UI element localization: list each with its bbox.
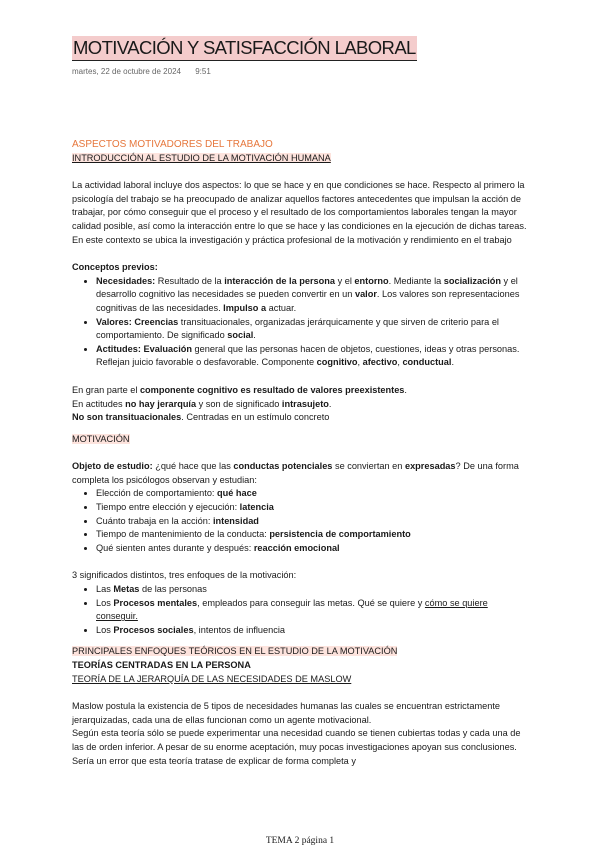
section-title: ASPECTOS MOTIVADORES DEL TRABAJO <box>72 139 273 150</box>
intro-paragraph: La actividad laboral incluye dos aspectos: lo que se hace y en que condiciones se hace. Respecto al primero la psicología del trabajo se ha preocupado de analizar aquellos factores antecedentes que impulsan la acción de trabajar, por cómo conseguir que el proceso y el resultado de los comportamientos laborales tengan la mayor calidad posible, así como la interacción entre lo que se hace y las condiciones en la ejecución de dichas tareas. En este contexto se ubica la investigación y práctica profesional de la motivación y rendimiento en el trabajo <box>72 180 527 245</box>
list-item: • Valores: Creencias transituacionales, organizadas jerárquicamente y que sirven de criterio para el comportamiento. De significado social. <box>96 316 532 343</box>
page-time: 9:51 <box>195 67 211 76</box>
concepts-heading: Conceptos previos: <box>72 262 158 273</box>
meanings-intro: 3 significados distintos, tres enfoques de la motivación: <box>72 570 297 581</box>
maslow-paragraph-2: Según esta teoría sólo se puede experimentar una necesidad cuando se tienen cubiertas todas y cada una de las de orden inferior. A pesar de su enorme aceptación, muy pocas investigaciones apoyan sus conclusiones. Sería un error que esta teoría tratase de explicar de forma completa y <box>72 728 521 766</box>
section-subtitle: INTRODUCCIÓN AL ESTUDIO DE LA MOTIVACIÓN HUMANA <box>72 152 331 163</box>
list-item: • Los Procesos mentales, empleados para conseguir las metas. Qué se quiere y cómo se quiere conseguir. <box>96 597 532 624</box>
maslow-heading: TEORÍA DE LA JERARQUÍA DE LAS NECESIDADES DE MASLOW <box>72 673 352 684</box>
concepts-list <box>72 275 532 370</box>
note-line: En actitudes no hay jerarquía y son de significado intrasujeto. <box>72 398 332 409</box>
list-item: • Elección de comportamiento: qué hace <box>96 487 532 501</box>
list-item: • Necesidades: Resultado de la interacción de la persona y el entorno. Mediante la socialización y el desarrollo cognitivo las necesidades se pueden convertir en un valor. Los valores son representaciones cognitivas de las necesidades. Impulso a actuar. <box>96 275 532 316</box>
list-item: • Los Procesos sociales, intentos de influencia <box>96 624 532 638</box>
object-list <box>72 487 532 555</box>
meanings-list <box>72 583 532 637</box>
note-line: En gran parte el componente cognitivo es resultado de valores preexistentes. <box>72 384 407 395</box>
page-date: martes, 22 de octubre de 2024 <box>72 67 181 76</box>
maslow-paragraph-1: Maslow postula la existencia de 5 tipos de necesidades humanas las cuales se encuentran estrictamente jerarquizadas, cada una de ellas funcionan como un agente motivacional. <box>72 701 500 725</box>
list-item: • Actitudes: Evaluación general que las personas hacen de objetos, cuestiones, ideas y otras personas. Reflejan juicio favorable o desfavorable. Componente cognitivo, afectivo, conductual. <box>96 343 532 370</box>
theories-heading: PRINCIPALES ENFOQUES TEÓRICOS EN EL ESTUDIO DE LA MOTIVACIÓN <box>72 646 398 657</box>
list-item: • Cuánto trabaja en la acción: intensidad <box>96 515 532 529</box>
note-line: No son transituacionales. Centradas en un estímulo concreto <box>72 412 330 423</box>
list-item: • Las Metas de las personas <box>96 583 532 597</box>
object-paragraph: Objeto de estudio: ¿qué hace que las conductas potenciales se conviertan en expresadas? De una forma completa los psicólogos observan y estudian: <box>72 461 519 485</box>
list-item: • Tiempo entre elección y ejecución: latencia <box>96 501 532 515</box>
page-title: MOTIVACIÓN Y SATISFACCIÓN LABORAL <box>72 36 417 61</box>
page-footer: TEMA 2 página 1 <box>265 836 335 846</box>
note-body[interactable] <box>72 138 532 768</box>
theories-subheading: TEORÍAS CENTRADAS EN LA PERSONA <box>72 660 251 670</box>
page-timestamp <box>72 67 223 76</box>
list-item: • Qué sienten antes durante y después: reacción emocional <box>96 542 532 556</box>
motivation-heading: MOTIVACIÓN <box>72 433 130 444</box>
list-item: • Tiempo de mantenimiento de la conducta: persistencia de comportamiento <box>96 528 532 542</box>
